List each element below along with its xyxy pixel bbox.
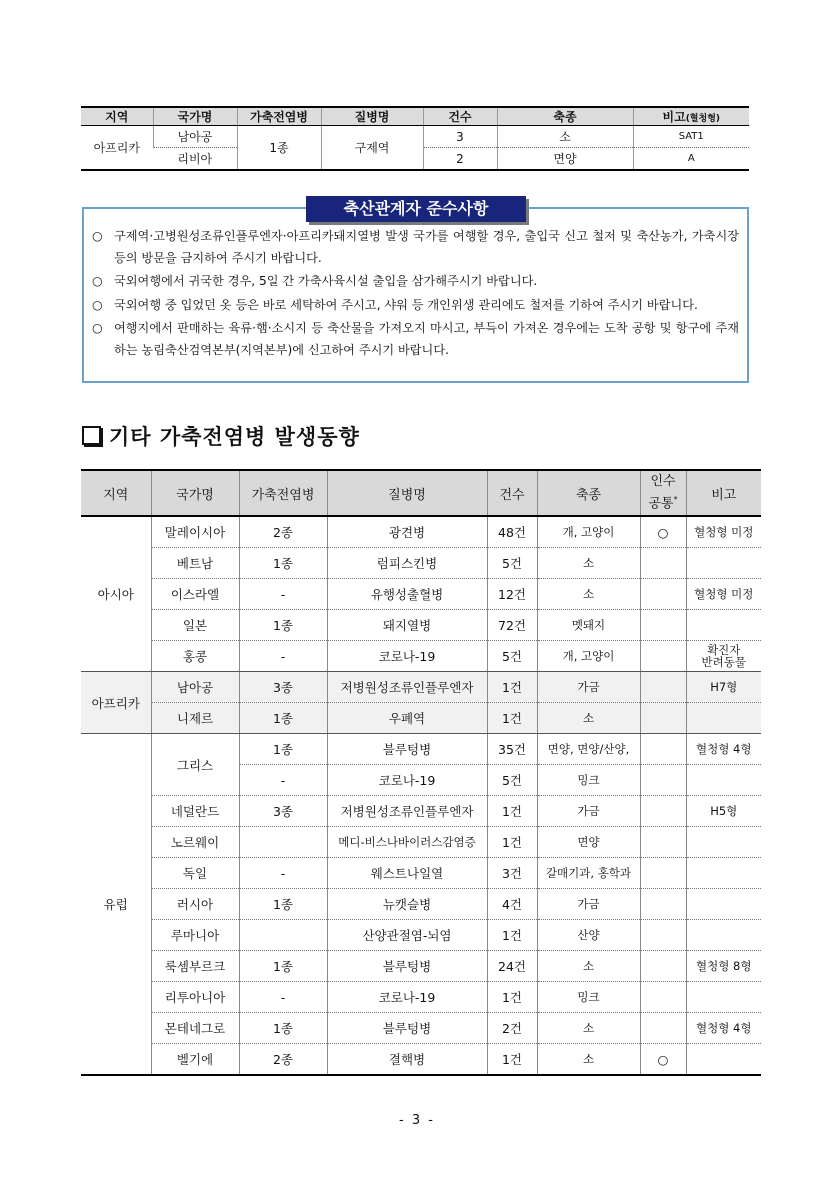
country-cell: 러시아 [151,889,239,920]
species-cell: 가금 [537,672,640,703]
class-cell: 1종 [239,548,327,579]
col-species: 축종 [497,107,633,126]
country-cell: 니제르 [151,703,239,734]
notice-text: 여행지에서 판매하는 육류·햄·소시지 등 축산물을 가져오지 마시고, 부득이 가져온 경우에는 도착 공항 및 항구에 주재하는 농림축산검역본부(지역본부)에 신고하여 주시기 바랍니다. [114,321,739,357]
notice-text: 구제역·고병원성조류인플루엔자·아프리카돼지열병 발생 국가를 여행할 경우, 출입국 신고 철저 및 축산농가, 가축시장 등의 방문을 금지하여 주시기 바랍니다. [114,229,739,265]
country-cell: 노르웨이 [151,827,239,858]
country-cell: 남아공 [151,672,239,703]
count-cell: 3 [423,126,497,148]
disease-cell: 저병원성조류인플루엔자 [327,796,487,827]
count-cell: 1건 [487,672,537,703]
disease-cell: 럼피스킨병 [327,548,487,579]
class-cell: 1종 [239,951,327,982]
disease-cell: 블루텅병 [327,1013,487,1044]
species-cell: 소 [537,579,640,610]
species-cell: 가금 [537,796,640,827]
circle-bullet-icon: ○ [92,274,103,288]
col-disease: 질병명 [321,107,423,126]
species-cell: 갈매기과, 홍학과 [537,858,640,889]
col-country: 국가명 [151,470,239,516]
class-cell: 2종 [239,516,327,548]
species-cell: 개, 고양이 [537,641,640,672]
count-cell: 12건 [487,579,537,610]
country-cell: 독일 [151,858,239,889]
circle-bullet-icon: ○ [92,229,103,243]
col-class: 가축전염병 [239,470,327,516]
disease-cell: 코로나-19 [327,641,487,672]
country-cell: 그리스 [151,734,239,796]
table-row [81,548,761,579]
count-cell: 48건 [487,516,537,548]
species-cell: 소 [537,548,640,579]
count-cell: 2건 [487,1013,537,1044]
class-cell: 1종 [239,734,327,765]
disease-cell: 광견병 [327,516,487,548]
table-row [81,889,761,920]
col-region: 지역 [81,470,151,516]
zoonosis-cell [640,827,686,858]
table-row [81,827,761,858]
species-cell: 면양, 면양/산양, [537,734,640,765]
country-cell: 리투아니아 [151,982,239,1013]
col-note-sub: (혈청형) [685,114,720,124]
count-cell: 1건 [487,982,537,1013]
country-cell: 룩셈부르크 [151,951,239,982]
species-cell: 소 [497,126,633,148]
zoonosis-cell [640,765,686,796]
main-outbreak-table [81,469,761,1076]
count-cell: 35건 [487,734,537,765]
species-cell: 산양 [537,920,640,951]
table-header-row [81,107,749,126]
count-cell: 1건 [487,796,537,827]
count-cell: 1건 [487,920,537,951]
disease-cell: 블루텅병 [327,951,487,982]
note-cell [686,703,761,734]
zoonosis-cell [640,982,686,1013]
country-cell: 일본 [151,610,239,641]
disease-cell: 우폐역 [327,703,487,734]
count-cell: 5건 [487,641,537,672]
species-cell: 면양 [537,827,640,858]
note-cell [686,889,761,920]
disease-cell: 결핵병 [327,1044,487,1076]
country-cell: 베트남 [151,548,239,579]
count-cell: 1건 [487,703,537,734]
col-region: 지역 [81,107,153,126]
count-cell: 3건 [487,858,537,889]
species-cell: 소 [537,1013,640,1044]
table-row [81,982,761,1013]
count-cell: 2 [423,148,497,171]
disease-cell: 코로나-19 [327,982,487,1013]
note-cell [686,1044,761,1076]
disease-cell: 구제역 [321,126,423,171]
note-cell [686,827,761,858]
zoonosis-cell: ○ [640,516,686,548]
country-cell: 이스라엘 [151,579,239,610]
note-cell: H7형 [686,672,761,703]
notice-list [92,226,739,363]
notice-item [92,271,739,293]
note-cell: 혈청형 8형 [686,951,761,982]
notice-title: 축산관계자 준수사항 [306,196,526,222]
class-cell: 3종 [239,672,327,703]
table-row [81,610,761,641]
col-disease: 질병명 [327,470,487,516]
species-cell: 밍크 [537,982,640,1013]
class-cell: 1종 [239,1013,327,1044]
note-cell [686,610,761,641]
disease-cell: 블루텅병 [327,734,487,765]
col-species: 축종 [537,470,640,516]
table-row [81,579,761,610]
table-row [81,951,761,982]
region-cell: 아프리카 [81,672,151,734]
country-cell: 몬테네그로 [151,1013,239,1044]
notice-text: 국외여행에서 귀국한 경우, 5일 간 가축사육시설 출입을 삼가해주시기 바랍니다. [114,274,538,288]
zoonosis-cell [640,548,686,579]
class-cell: 3종 [239,796,327,827]
disease-cell: 메디-비스나바이러스감염증 [327,827,487,858]
col-zoonosis [640,470,686,516]
note-cell [686,548,761,579]
notice-item [92,318,739,361]
table-row [81,734,761,765]
count-cell: 72건 [487,610,537,641]
notice-item [92,295,739,317]
table-header-row [81,470,761,516]
footnote-mark: * [673,494,678,504]
species-cell: 소 [537,1044,640,1076]
region-cell: 아프리카 [81,126,153,171]
species-cell: 밍크 [537,765,640,796]
circle-bullet-icon: ○ [92,297,103,312]
col-class: 가축전염병 [237,107,321,126]
table-row [81,858,761,889]
country-cell: 리비아 [153,148,237,171]
note-cell: 혈청형 미정 [686,516,761,548]
checkbox-square-icon [82,426,101,445]
class-cell: 1종 [239,703,327,734]
col-count: 건수 [423,107,497,126]
zoonosis-cell [640,889,686,920]
count-cell: 24건 [487,951,537,982]
zoonosis-cell [640,579,686,610]
zoonosis-cell [640,951,686,982]
note-cell [686,641,761,672]
class-cell: 1종 [239,889,327,920]
note-cell: H5형 [686,796,761,827]
zoonosis-cell [640,796,686,827]
top-outbreak-table [81,106,749,171]
disease-cell: 저병원성조류인플루엔자 [327,672,487,703]
note-cell: 혈청형 미정 [686,579,761,610]
country-cell: 벨기에 [151,1044,239,1076]
note-cell: 혈청형 4형 [686,1013,761,1044]
table-row [81,516,761,548]
table-row [81,1044,761,1076]
disease-cell: 돼지열병 [327,610,487,641]
disease-cell: 코로나-19 [327,765,487,796]
note-cell: SAT1 [633,126,749,148]
col-note [633,107,749,126]
species-cell: 면양 [497,148,633,171]
disease-cell: 산양관절염-뇌염 [327,920,487,951]
note-cell [686,920,761,951]
note-cell [686,982,761,1013]
col-zoonosis-line2: 공통 [648,496,674,512]
count-cell: 5건 [487,548,537,579]
section-heading [82,421,360,451]
count-cell: 5건 [487,765,537,796]
species-cell: 소 [537,703,640,734]
region-cell: 유럽 [81,734,151,1076]
country-cell: 네덜란드 [151,796,239,827]
notice-item [92,226,739,269]
species-cell: 멧돼지 [537,610,640,641]
col-zoonosis-line1: 인수 [650,473,676,489]
class-cell: - [239,579,327,610]
section-heading-text: 기타 가축전염병 발생동향 [109,425,360,449]
note-cell [686,858,761,889]
country-cell: 홍콩 [151,641,239,672]
zoonosis-cell [640,1013,686,1044]
country-cell: 루마니아 [151,920,239,951]
notice-box [82,199,749,383]
zoonosis-cell [640,734,686,765]
country-cell: 말레이시아 [151,516,239,548]
col-count: 건수 [487,470,537,516]
table-row [81,672,761,703]
col-note: 비고 [686,470,761,516]
col-country: 국가명 [153,107,237,126]
note-cell [686,765,761,796]
species-cell: 개, 고양이 [537,516,640,548]
class-cell: 1종 [237,126,321,171]
zoonosis-cell [640,610,686,641]
class-cell: - [239,858,327,889]
table-row [81,641,761,672]
zoonosis-cell [640,703,686,734]
note-cell: A [633,148,749,171]
region-cell: 아시아 [81,516,151,672]
class-cell: - [239,641,327,672]
class-cell: - [239,982,327,1013]
zoonosis-cell: ○ [640,1044,686,1076]
table-row [81,796,761,827]
class-cell [239,920,327,951]
class-cell [239,827,327,858]
count-cell: 1건 [487,1044,537,1076]
disease-cell: 뉴캣슬병 [327,889,487,920]
class-cell: - [239,765,327,796]
table-row [81,126,749,148]
zoonosis-cell [640,858,686,889]
disease-cell: 유행성출혈병 [327,579,487,610]
zoonosis-cell [640,641,686,672]
species-cell: 가금 [537,889,640,920]
table-row [81,1013,761,1044]
circle-bullet-icon: ○ [92,321,103,335]
class-cell: 1종 [239,610,327,641]
note-line2: 반려동물 [701,655,746,669]
notice-text: 국외여행 중 입었던 옷 등은 바로 세탁하여 주시고, 샤워 등 개인위생 관리에도 철저를 기하여 주시기 바랍니다. [114,297,698,312]
note-cell: 혈청형 4형 [686,734,761,765]
table-row [81,703,761,734]
zoonosis-cell [640,672,686,703]
count-cell: 1건 [487,827,537,858]
class-cell: 2종 [239,1044,327,1076]
disease-cell: 웨스트나일열 [327,858,487,889]
col-note-label: 비고 [662,110,686,124]
species-cell: 소 [537,951,640,982]
note-line1: 확진자 [707,643,741,657]
page-number: - 3 - [399,1113,435,1128]
count-cell: 4건 [487,889,537,920]
table-row [81,920,761,951]
zoonosis-cell [640,920,686,951]
country-cell: 남아공 [153,126,237,148]
